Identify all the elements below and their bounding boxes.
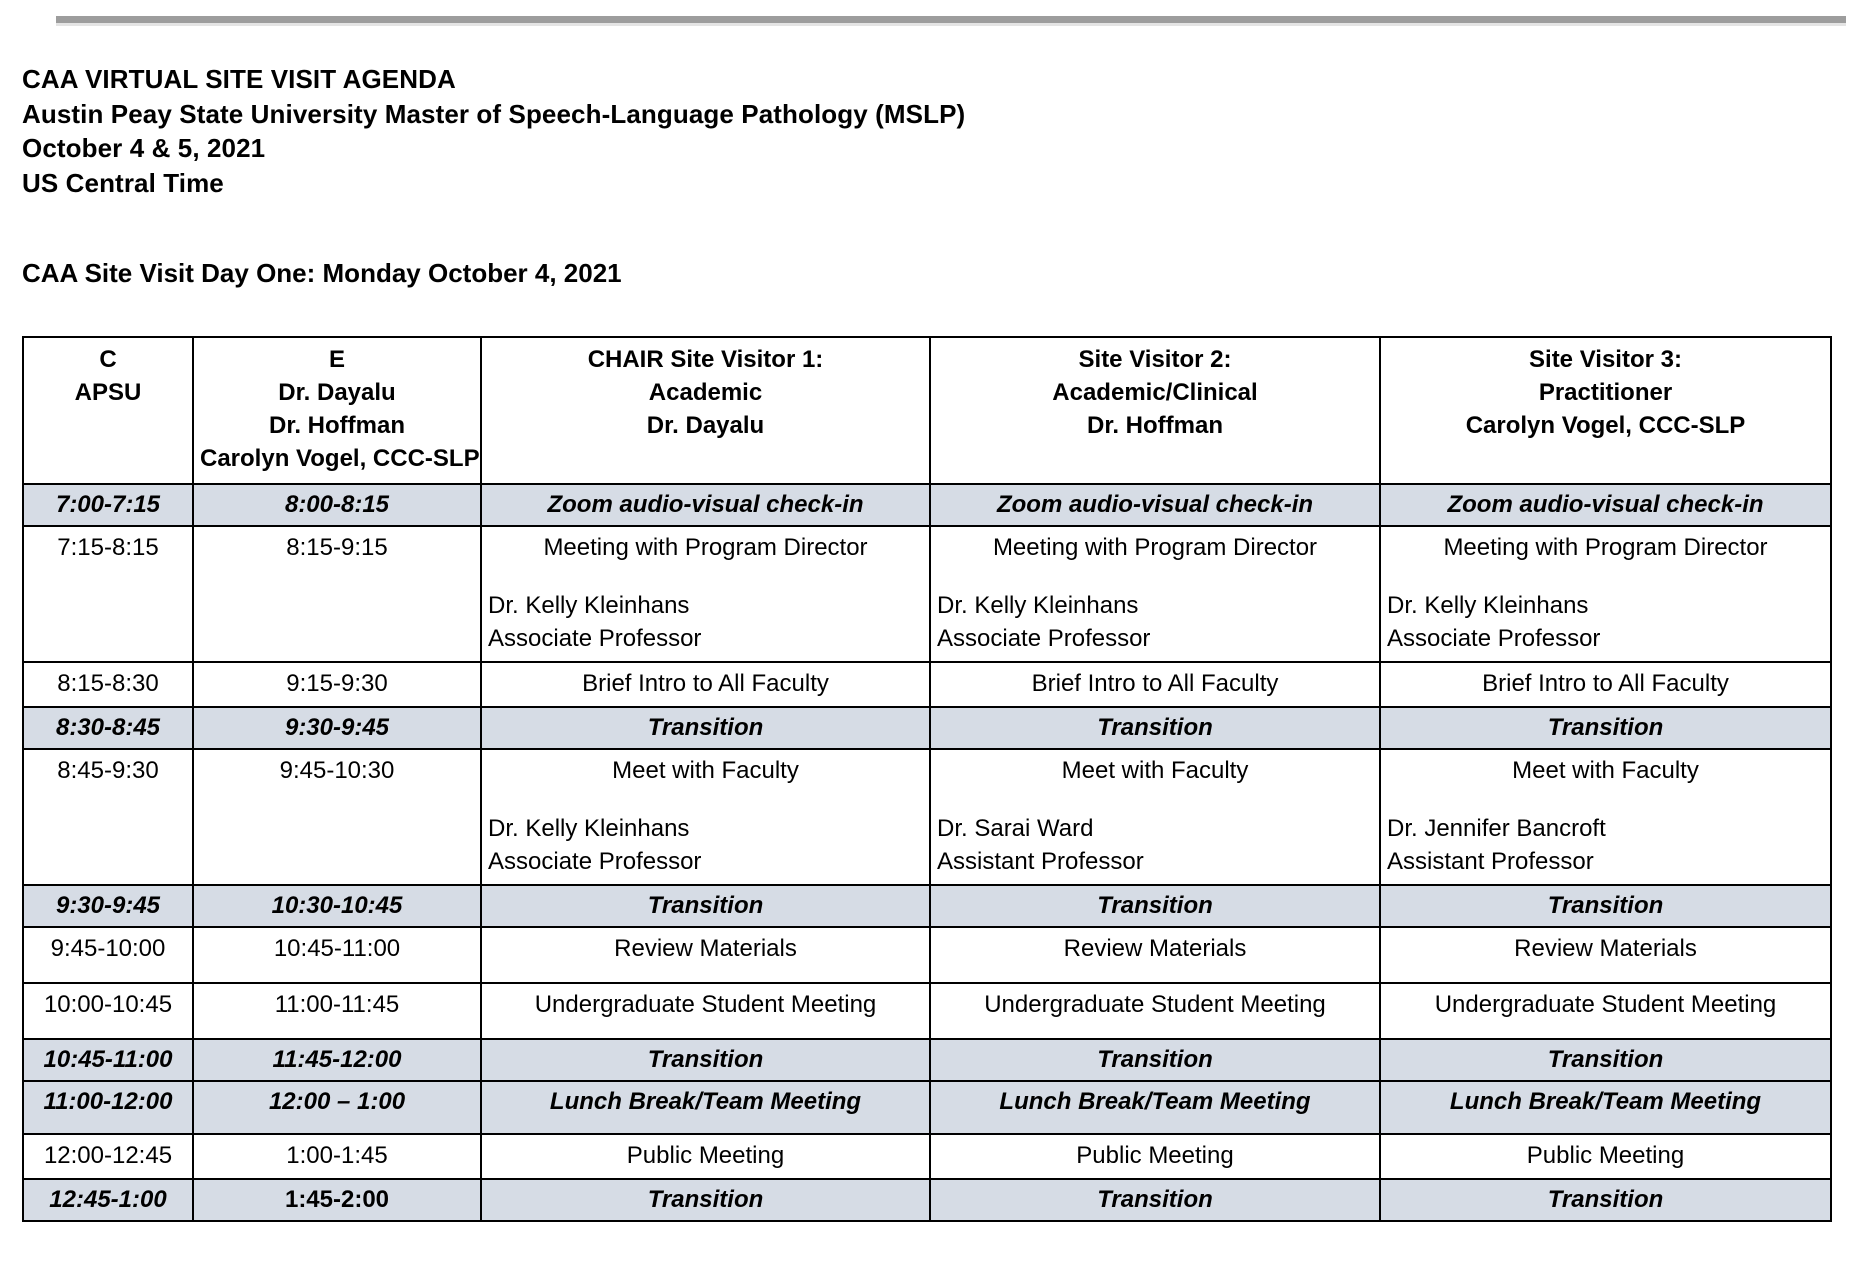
activity-person-title: Associate Professor bbox=[488, 625, 702, 652]
row-time-eastern: 8:15-9:15 bbox=[193, 526, 481, 662]
table-row bbox=[23, 927, 1831, 983]
row-visitor3-activity: Transition bbox=[1380, 885, 1831, 927]
activity-person-name: Dr. Kelly Kleinhans bbox=[488, 815, 690, 842]
page-top-rule-shadow bbox=[56, 23, 1846, 26]
row-time-eastern: 10:30-10:45 bbox=[193, 885, 481, 927]
table-row bbox=[23, 1134, 1831, 1179]
activity-person-name: Dr. Kelly Kleinhans bbox=[488, 592, 690, 619]
row-visitor2-activity: Transition bbox=[930, 1179, 1380, 1221]
row-visitor2-activity: Undergraduate Student Meeting bbox=[930, 983, 1380, 1039]
row-visitor2-activity bbox=[930, 749, 1380, 885]
row-visitor1-activity: Public Meeting bbox=[481, 1134, 930, 1179]
row-time-apsu: 8:15-8:30 bbox=[23, 662, 193, 707]
row-visitor2-activity: Lunch Break/Team Meeting bbox=[930, 1081, 1380, 1134]
row-time-apsu: 12:00-12:45 bbox=[23, 1134, 193, 1179]
header-cell-site-visitor-3 bbox=[1380, 337, 1831, 484]
row-visitor3-activity bbox=[1380, 749, 1831, 885]
header-line: Carolyn Vogel, CCC-SLP bbox=[1465, 412, 1746, 439]
row-visitor2-activity: Public Meeting bbox=[930, 1134, 1380, 1179]
activity-person-name: Dr. Kelly Kleinhans bbox=[937, 592, 1139, 619]
row-time-apsu: 12:45-1:00 bbox=[23, 1179, 193, 1221]
row-time-eastern: 10:45-11:00 bbox=[193, 927, 481, 983]
header-line: Academic/Clinical bbox=[1052, 379, 1258, 406]
activity-title: Meet with Faculty bbox=[612, 757, 799, 784]
table-row bbox=[23, 1039, 1831, 1081]
doc-title-line-3: October 4 & 5, 2021 bbox=[22, 133, 266, 163]
doc-title-line-4: US Central Time bbox=[22, 167, 224, 198]
row-visitor1-activity: Transition bbox=[481, 1039, 930, 1081]
table-row bbox=[23, 1081, 1831, 1134]
row-visitor1-activity: Zoom audio-visual check-in bbox=[481, 484, 930, 526]
table-row bbox=[23, 749, 1831, 885]
row-time-eastern: 9:45-10:30 bbox=[193, 749, 481, 885]
header-line: C bbox=[99, 346, 117, 373]
activity-gap bbox=[488, 564, 923, 589]
document-content bbox=[22, 62, 1834, 1222]
row-time-eastern: 8:00-8:15 bbox=[193, 484, 481, 526]
table-row bbox=[23, 707, 1831, 749]
title-spacer bbox=[22, 200, 1834, 256]
row-visitor1-activity: Undergraduate Student Meeting bbox=[481, 983, 930, 1039]
doc-title-line-1: CAA VIRTUAL SITE VISIT AGENDA bbox=[22, 64, 456, 94]
table-row bbox=[23, 983, 1831, 1039]
activity-title: Meeting with Program Director bbox=[1443, 534, 1768, 561]
activity-title: Meet with Faculty bbox=[1061, 757, 1249, 784]
row-visitor1-activity bbox=[481, 526, 930, 662]
activity-person-title: Assistant Professor bbox=[937, 848, 1144, 875]
activity-person-title: Associate Professor bbox=[1387, 625, 1601, 652]
row-visitor3-activity: Transition bbox=[1380, 1039, 1831, 1081]
activity-person-title: Assistant Professor bbox=[1387, 848, 1594, 875]
activity-gap bbox=[937, 564, 1373, 589]
header-cell-site-visitor-2 bbox=[930, 337, 1380, 484]
row-visitor1-activity: Brief Intro to All Faculty bbox=[481, 662, 930, 707]
activity-person-title: Associate Professor bbox=[488, 848, 702, 875]
header-line: Academic bbox=[648, 379, 763, 406]
activity-title: Meeting with Program Director bbox=[992, 534, 1318, 561]
row-visitor3-activity: Review Materials bbox=[1380, 927, 1831, 983]
row-time-eastern: 9:30-9:45 bbox=[193, 707, 481, 749]
row-time-apsu: 11:00-12:00 bbox=[23, 1081, 193, 1134]
header-cell-apsu bbox=[23, 337, 193, 484]
header-line: Dr. Hoffman bbox=[1086, 412, 1223, 439]
row-visitor2-activity bbox=[930, 526, 1380, 662]
row-visitor3-activity: Undergraduate Student Meeting bbox=[1380, 983, 1831, 1039]
row-time-apsu: 8:30-8:45 bbox=[23, 707, 193, 749]
activity-person-name: Dr. Jennifer Bancroft bbox=[1387, 815, 1606, 842]
row-visitor2-activity: Transition bbox=[930, 707, 1380, 749]
row-visitor3-activity: Brief Intro to All Faculty bbox=[1380, 662, 1831, 707]
row-visitor3-activity: Transition bbox=[1380, 1179, 1831, 1221]
row-time-apsu: 8:45-9:30 bbox=[23, 749, 193, 885]
header-line: Dr. Dayalu bbox=[646, 412, 765, 439]
row-time-eastern: 11:45-12:00 bbox=[193, 1039, 481, 1081]
row-visitor2-activity: Transition bbox=[930, 1039, 1380, 1081]
header-line: Site Visitor 2: bbox=[1078, 346, 1232, 373]
row-visitor1-activity: Transition bbox=[481, 1179, 930, 1221]
activity-gap bbox=[1387, 564, 1824, 589]
header-line: Practitioner bbox=[1538, 379, 1673, 406]
header-line: Dr. Dayalu bbox=[278, 379, 396, 406]
activity-title: Meeting with Program Director bbox=[543, 534, 868, 561]
row-visitor1-activity bbox=[481, 749, 930, 885]
row-visitor2-activity: Brief Intro to All Faculty bbox=[930, 662, 1380, 707]
row-time-apsu: 7:00-7:15 bbox=[23, 484, 193, 526]
activity-gap bbox=[1387, 787, 1824, 812]
activity-person-name: Dr. Kelly Kleinhans bbox=[1387, 592, 1589, 619]
row-visitor1-activity: Transition bbox=[481, 707, 930, 749]
row-visitor3-activity: Lunch Break/Team Meeting bbox=[1380, 1081, 1831, 1134]
table-row bbox=[23, 484, 1831, 526]
row-visitor3-activity: Zoom audio-visual check-in bbox=[1380, 484, 1831, 526]
row-time-apsu: 7:15-8:15 bbox=[23, 526, 193, 662]
header-line: CHAIR Site Visitor 1: bbox=[587, 346, 824, 373]
row-visitor2-activity: Zoom audio-visual check-in bbox=[930, 484, 1380, 526]
header-line: Dr. Hoffman bbox=[268, 412, 405, 439]
table-row bbox=[23, 1179, 1831, 1221]
row-time-eastern: 1:00-1:45 bbox=[193, 1134, 481, 1179]
page-top-rule bbox=[56, 16, 1846, 23]
row-visitor3-activity: Public Meeting bbox=[1380, 1134, 1831, 1179]
activity-gap bbox=[488, 787, 923, 812]
activity-person-name: Dr. Sarai Ward bbox=[937, 815, 1094, 842]
activity-title: Meet with Faculty bbox=[1512, 757, 1699, 784]
table-row bbox=[23, 526, 1831, 662]
agenda-table bbox=[22, 336, 1832, 1222]
document-title-block bbox=[22, 62, 1834, 200]
activity-gap bbox=[937, 787, 1373, 812]
row-time-eastern: 12:00 – 1:00 bbox=[193, 1081, 481, 1134]
row-visitor1-activity: Lunch Break/Team Meeting bbox=[481, 1081, 930, 1134]
header-line: Carolyn Vogel, CCC-SLP bbox=[200, 445, 480, 472]
row-visitor1-activity: Review Materials bbox=[481, 927, 930, 983]
row-time-apsu: 9:30-9:45 bbox=[23, 885, 193, 927]
table-row bbox=[23, 885, 1831, 927]
header-line: APSU bbox=[74, 379, 142, 406]
row-time-eastern: 11:00-11:45 bbox=[193, 983, 481, 1039]
agenda-table-wrapper bbox=[22, 336, 1834, 1222]
row-time-eastern: 9:15-9:30 bbox=[193, 662, 481, 707]
row-visitor1-activity: Transition bbox=[481, 885, 930, 927]
row-visitor3-activity: Transition bbox=[1380, 707, 1831, 749]
header-line: E bbox=[328, 346, 345, 373]
table-row bbox=[23, 662, 1831, 707]
table-header-row bbox=[23, 337, 1831, 484]
row-visitor2-activity: Review Materials bbox=[930, 927, 1380, 983]
row-time-apsu: 9:45-10:00 bbox=[23, 927, 193, 983]
row-time-eastern: 1:45-2:00 bbox=[193, 1179, 481, 1221]
activity-person-title: Associate Professor bbox=[937, 625, 1151, 652]
row-time-apsu: 10:45-11:00 bbox=[23, 1039, 193, 1081]
row-time-apsu: 10:00-10:45 bbox=[23, 983, 193, 1039]
row-visitor2-activity: Transition bbox=[930, 885, 1380, 927]
doc-title-line-2: Austin Peay State University Master of Speech-Language Pathology (MSLP) bbox=[22, 98, 966, 129]
header-line: Site Visitor 3: bbox=[1529, 346, 1682, 373]
day-one-heading: CAA Site Visit Day One: Monday October 4, 2021 bbox=[22, 258, 622, 288]
header-cell-site-visitor-1 bbox=[481, 337, 930, 484]
header-cell-eastern bbox=[193, 337, 481, 484]
row-visitor3-activity bbox=[1380, 526, 1831, 662]
